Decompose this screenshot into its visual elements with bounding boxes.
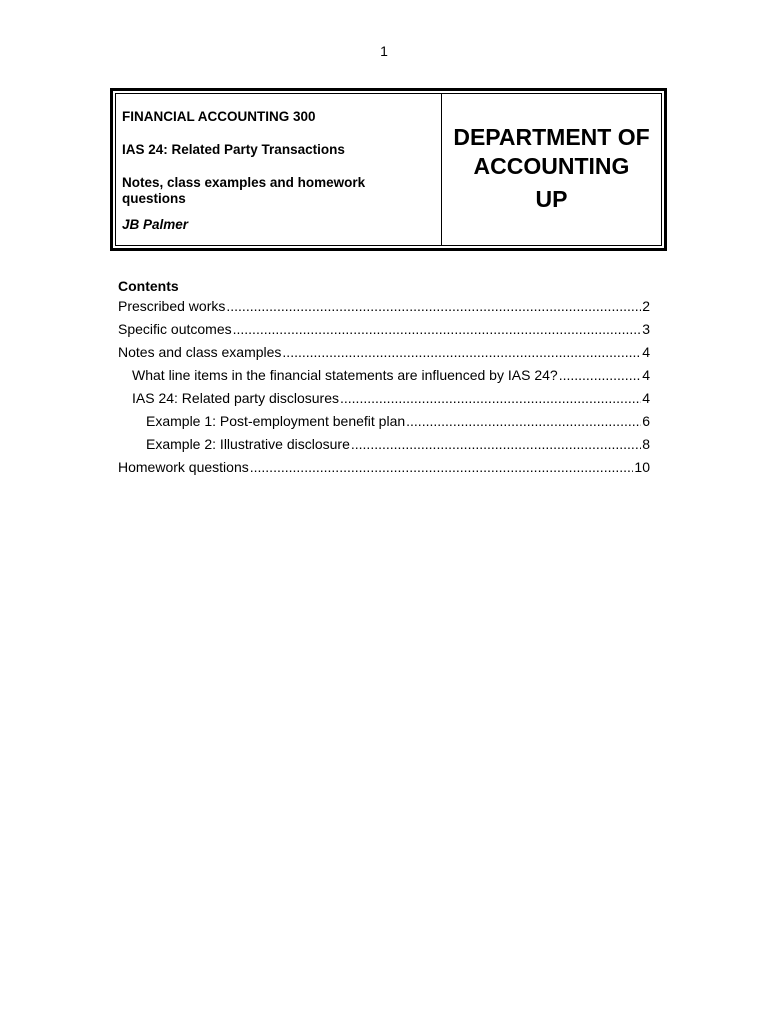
toc-leader-dots: [406, 410, 641, 433]
toc-entry-title: Homework questions: [118, 459, 249, 475]
department-info: [442, 94, 661, 245]
toc-entry[interactable]: [118, 364, 650, 387]
title-block: [110, 88, 667, 251]
toc-entry-page: 10: [634, 459, 650, 475]
toc-entry-title: IAS 24: Related party disclosures: [132, 390, 339, 406]
toc-leader-dots: [233, 318, 642, 341]
toc-entry-page: 8: [642, 436, 650, 452]
toc-entry-page: 2: [642, 298, 650, 314]
toc-leader-dots: [559, 364, 642, 387]
toc-entry-page: 3: [642, 321, 650, 337]
toc-entry-page: 4: [642, 390, 650, 406]
author-name: JB Palmer: [122, 217, 189, 232]
contents-heading: Contents: [118, 278, 179, 294]
toc-entry[interactable]: [118, 410, 650, 433]
course-info: [116, 94, 442, 245]
department-line-2: ACCOUNTING: [473, 153, 630, 179]
toc-leader-dots: [282, 341, 641, 364]
toc-leader-dots: [250, 456, 634, 479]
toc-entry-title: Specific outcomes: [118, 321, 232, 337]
toc-entry[interactable]: [118, 295, 650, 318]
toc-entry[interactable]: [118, 456, 650, 479]
title-block-inner: [115, 93, 662, 246]
toc-entry-title: Example 1: Post-employment benefit plan: [146, 413, 406, 429]
toc-entry[interactable]: [118, 433, 650, 456]
toc-entry-title: Prescribed works: [118, 298, 226, 314]
department-line-1: DEPARTMENT OF: [453, 124, 650, 150]
toc-entry-title: Notes and class examples: [118, 344, 282, 360]
toc-leader-dots: [351, 433, 641, 456]
toc-entry-title: What line items in the financial statements are influenced by IAS 24?: [132, 367, 558, 383]
toc-entry-title: Example 2: Illustrative disclosure: [146, 436, 350, 452]
course-title: FINANCIAL ACCOUNTING 300: [122, 109, 316, 124]
toc-entry[interactable]: [118, 318, 650, 341]
toc-entry-page: 4: [642, 344, 650, 360]
document-subtitle: Notes, class examples and homework questions: [122, 175, 366, 206]
toc-leader-dots: [226, 295, 641, 318]
toc-entry-page: 6: [642, 413, 650, 429]
page-number: 1: [380, 43, 388, 59]
toc-leader-dots: [340, 387, 641, 410]
toc-entry-page: 4: [642, 367, 650, 383]
toc-entry[interactable]: [118, 387, 650, 410]
university-abbreviation: UP: [535, 186, 568, 212]
topic-title: IAS 24: Related Party Transactions: [122, 142, 345, 157]
table-of-contents: [118, 278, 650, 479]
toc-entry[interactable]: [118, 341, 650, 364]
